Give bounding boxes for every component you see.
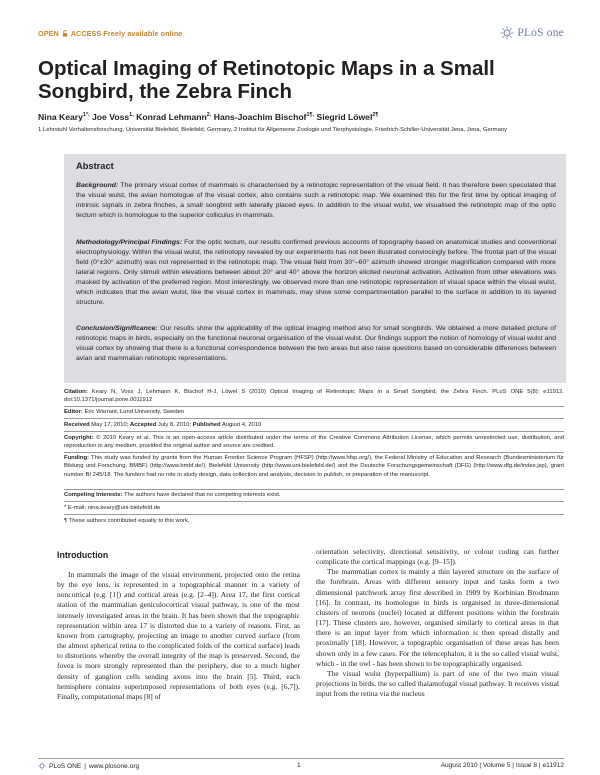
- footer-issue: August 2010 | Volume 5 | Issue 8 | e11912: [440, 762, 564, 769]
- footer-journal: [38, 762, 139, 770]
- citation: [64, 388, 564, 405]
- divider: [64, 501, 564, 502]
- divider: [64, 406, 564, 407]
- funding: [64, 454, 564, 479]
- accepted-label: Accepted: [129, 422, 157, 428]
- author: Joe Voss: [92, 112, 130, 122]
- body-paragraph: orientation selectivity, directional sensitivity, or colour coding can further complicate the cortical mappings (e.g. [9–15]).: [316, 547, 559, 567]
- editor-label: Editor:: [64, 409, 83, 415]
- author-list: [38, 112, 568, 122]
- footer-separator: |: [84, 762, 86, 770]
- open-access-badge: [38, 29, 182, 38]
- funding-label: Funding:: [64, 455, 89, 461]
- corresponding-email: * E-mail: nina.keary@uni-bielefeld.de: [64, 505, 161, 511]
- author-superscript: 1*,: [82, 112, 90, 119]
- copyright: [64, 434, 564, 451]
- body-column-right: [316, 547, 559, 699]
- abstract-methodology: [76, 238, 556, 308]
- plos-one-logo: [500, 26, 564, 40]
- abstract-lead: Conclusion/Significance:: [76, 325, 158, 332]
- author-superscript: 1,: [129, 112, 134, 119]
- competing-interests: [64, 491, 564, 499]
- author: Nina Keary: [38, 112, 83, 122]
- body-paragraph: In mammals the image of the visual environment, projected onto the retina by the eye lens, is represented in a topographical manner in a variety of noncortical (e.g. [1]) and cortical areas (e.g. [2–4]). Area 17, the first cortical station of the mammalian geniculocortical visual pathway, is one of the most intensely investigated areas in the brain. It has been shown that the topographic representation within area 17 is distorted due to a variety of reasons. First, as known from cartography, projecting an image to another curved surface (from the almost spherical retina to the complicated folds of the cortical surface) leads to distortions whereby the overall integrity of the map is preserved. Second, the fovea is more strongly represented than the periphery, due to a much higher density of ganglion cells sending axons into the brain [5]. Third, each hemisphere contains superimposed representations of both eyes (e.g. [6,7]). Finally, computational maps [8] of: [57, 570, 300, 701]
- author-superscript: 1¶,: [306, 112, 315, 119]
- accepted-date: July 8, 2010;: [156, 422, 193, 428]
- body-column-left: [57, 570, 300, 702]
- received-label: Received: [64, 422, 90, 428]
- abstract-lead: Methodology/Principal Findings:: [76, 239, 183, 246]
- abstract-heading: Abstract: [76, 161, 114, 171]
- plos-sun-icon: [500, 26, 514, 40]
- footer-divider: [38, 758, 564, 759]
- article-title: Optical Imaging of Retinotopic Maps in a Small Songbird, the Zebra Finch: [38, 57, 495, 103]
- copyright-text: © 2010 Keary et al. This is an open-access article distributed under the terms of the Creative Commons Attribution License, which permits unrestricted use, distribution, and reproduction in any medium, provided the original author and source are credited.: [64, 435, 564, 450]
- plos-footer-icon: [38, 762, 46, 770]
- copyright-label: Copyright:: [64, 435, 94, 441]
- abstract-text: Our results show the applicability of the optical imaging method also for small songbirds. We obtained a more detailed picture of retinotopic maps in birds, especially on the functional neuronal organisation of the visual wulst. Our findings support the notion of homology of visual wulst and visual cortex by showing that there is a functional correspondence between the two areas but also raise questions based on considerable differences between avian and mammalian retinotopic representations.: [76, 325, 556, 362]
- author-superscript: 2,: [206, 112, 212, 119]
- editor-text: Eric Warrant, Lund University, Sweden: [82, 409, 185, 415]
- open-lock-icon: [62, 30, 68, 37]
- divider: [64, 452, 564, 453]
- abstract-conclusion: [76, 324, 556, 364]
- abstract-text: The primary visual cortex of mammals is characterised by a retinotopic representation of the visual field. It has therefore been speculated that the visual wulst, the avian homologue of the visual cortex, also contains such a retinotopic map. We examined this for the first time by optical imaging of intrinsic signals in zebra finches, a small songbird with laterally placed eyes. In addition to the visual wulst, we visualised the retinotopic map of the optic tectum which is homologue to the superior colliculus in mammals.: [76, 182, 556, 219]
- body-paragraph: The visual wulst (hyperpallium) is part of one of the two main visual projections in birds, the so called thalamofugal visual pathway. It receives visual input from the retina via the nucleus: [316, 668, 559, 699]
- abstract-lead: Background:: [76, 182, 119, 189]
- footer-journal-name: PLoS ONE: [49, 762, 82, 770]
- divider: [64, 418, 564, 419]
- author: Siegrid Löwel: [316, 112, 373, 122]
- author: Konrad Lehmann: [136, 112, 207, 122]
- footer-url[interactable]: www.plosone.org: [88, 762, 140, 770]
- freely-available-label: Freely available online: [103, 29, 183, 38]
- funding-text: This study was funded by grants from the Human Frontier Science Program (HFSP) (http://www.hfsp.org/), the Federal Ministry of Education and Research (Bundesministerium für Bildung und Forschung, BMBF) (http://www.bmbf.de/), Bielefeld University (http://www.uni-bielefeld.de/) and the Deutsche Forschungsgemeinschaft (DFG) (http://www.dfg.de/index.jsp), grant number BI 245/18. The funders had no role in study design, data collection and analysis, decision to publish, or preparation of the manuscript.: [64, 455, 564, 478]
- citation-label: Citation:: [64, 389, 88, 395]
- affiliations: 1 Lehrstuhl Verhaltensforschung, Universität Bielefeld, Bielefeld, Germany, 2 Institut für Allgemeine Zoologie und Tierphysiologie, Friedrich-Schiller-Universität Jena, Jena, Germany: [38, 127, 508, 133]
- abstract-background: [76, 181, 556, 221]
- published-date: August 4, 2010: [220, 422, 262, 428]
- open-label: OPEN: [38, 29, 59, 38]
- introduction-heading: Introduction: [57, 550, 109, 560]
- received-date: May 17, 2010;: [89, 422, 130, 428]
- abstract-text: For the optic tectum, our results confirmed previous accounts of topography based on anatomical studies and conventional electrophysiology. Within the visual wulst, the retinotopy revealed by our experiments has not been illustrated convincingly before. The frontal part of the visual field (0°±30° azimuth) was not represented in the retinotopic map. The visual field from 30°–60° azimuth showed stronger magnification compared with more lateral regions. Only stimuli within elevations between about 20° and 40° above the horizon elicited neuronal activation. Activation from other elevations was masked by activation of the preferred region. Most interestingly, we observed more than one retinotopic representation of visual space within the visual wulst, which indicates that the avian wulst, like the visual cortex in mammals, may show some compartmentation parallel to the surface in addition to its layered structure.: [76, 239, 556, 306]
- access-label: ACCESS: [70, 29, 102, 38]
- journal-header: [38, 26, 564, 44]
- divider: [64, 514, 564, 515]
- footer-page-number: 1: [297, 762, 301, 769]
- author-superscript: 2¶: [372, 112, 379, 119]
- citation-text: Keary N, Voss J, Lehmann K, Bischof H-J, Löwel S (2010) Optical Imaging of Retinotopic Maps in a Small Songbird, the Zebra Finch. PLoS ONE 5(8): e11912. doi:10.1371/journal.pone.0011912: [64, 389, 564, 404]
- divider: [64, 431, 564, 432]
- journal-logo-text: PLoS one: [517, 27, 564, 39]
- published-label: Published: [192, 422, 221, 428]
- body-paragraph: The mammalian cortex is mainly a thin layered structure on the surface of the forebrain. Areas with different sensory input and tasks form a two dimensional patchwork array first described in 1909 by Korbinian Brodmann [16]. In contrast, its homologue in birds is organised in three-dimensional clusters of neurons (nuclei) located at different positions within the forebrain [17]. These clusters are, however, organised similarly to cortical areas in that there is an input layer from which information is then spread distally and proximally [18]. However, a topographic organisation of these areas has been shown only in a few cases. For the telencephalon, it is the so called visual wulst, which - in the owl - has been shown to be topographically organised.: [316, 567, 559, 668]
- editor: [64, 408, 564, 416]
- dates: [64, 421, 564, 429]
- equal-contribution-note: ¶ These authors contributed equally to this work.: [64, 518, 190, 524]
- competing-text: The authors have declared that no competing interests exist.: [122, 492, 281, 498]
- competing-label: Competing Interests:: [64, 492, 123, 498]
- author: Hans-Joachim Bischof: [213, 112, 307, 122]
- divider: [64, 489, 564, 490]
